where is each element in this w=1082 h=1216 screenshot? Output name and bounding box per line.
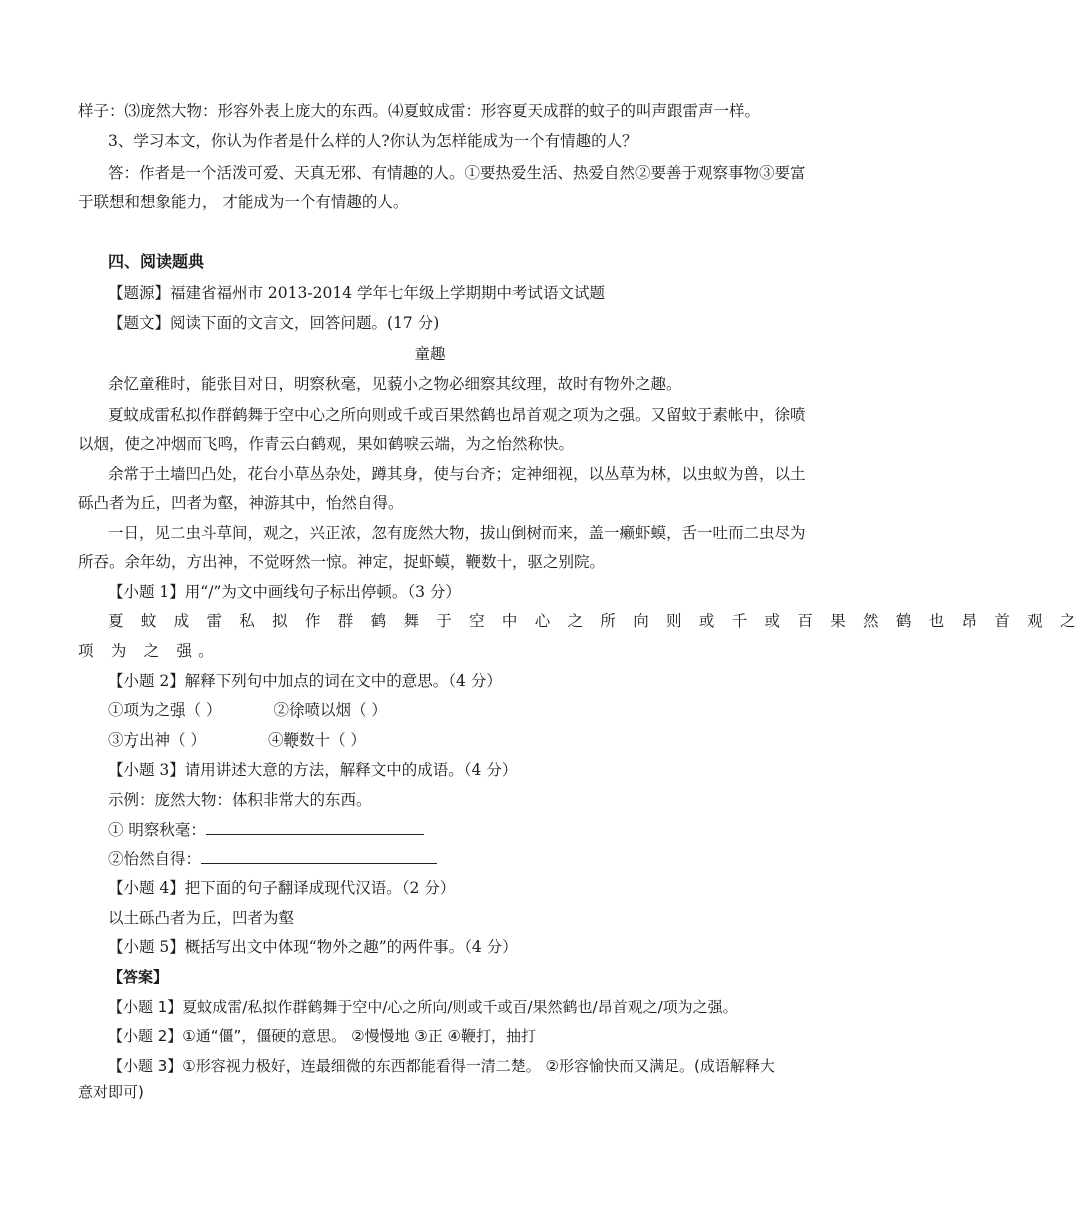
passage-line: 砾凸者为丘，凹者为壑，神游其中，怡然自得。 bbox=[78, 494, 404, 512]
question-3-example: 示例：庞然大物：体积非常大的东西。 bbox=[108, 791, 372, 809]
answer-3-line-2: 意对即可) bbox=[78, 1083, 144, 1101]
question-2: 【小题 2】解释下列句中加点的词在文中的意思。（4 分） bbox=[108, 672, 502, 690]
passage-line: 夏蚊成雷私拟作群鹤舞于空中心之所向则或千或百果然鹤也昂首观之项为之强。又留蚊于素帐中，徐喷 bbox=[108, 406, 806, 424]
answer-blank bbox=[206, 820, 424, 835]
answer-3-line-2: 于联想和想象能力， 才能成为一个有情趣的人。 bbox=[78, 193, 409, 211]
question-1: 【小题 1】用“/”为文中画线句子标出停顿。（3 分） bbox=[108, 583, 461, 601]
section-heading: 四、阅读题典 bbox=[108, 252, 205, 271]
passage-title: 童趣 bbox=[414, 345, 446, 363]
passage-line: 余忆童稚时，能张目对日，明察秋毫，见藐小之物必细察其纹理，故时有物外之趣。 bbox=[108, 375, 682, 393]
question-1-sentence: 夏 蚊 成 雷 私 拟 作 群 鹤 舞 于 空 中 心 之 所 向 则 或 千 或 百 果 然 鹤 也 昂 首 观 之 bbox=[108, 612, 1082, 630]
question-4-sentence: 以土砾凸者为丘，凹者为壑 bbox=[108, 909, 295, 927]
question-2-items-row-1: ①项为之强（ ） ②徐喷以烟（ ） bbox=[108, 701, 387, 719]
question-4: 【小题 4】把下面的句子翻译成现代汉语。（2 分） bbox=[108, 879, 456, 897]
answer-3-line-1: 【小题 3】①形容视力极好，连最细微的东西都能看得一清二楚。 ②形容愉快而又满足。(成语解释大 bbox=[108, 1057, 775, 1075]
passage-line: 余常于土墙凹凸处，花台小草丛杂处，蹲其身，使与台齐；定神细视，以丛草为林，以虫蚁为兽，以土 bbox=[108, 465, 806, 483]
question-5: 【小题 5】概括写出文中体现“物外之趣”的两件事。（4 分） bbox=[108, 938, 518, 956]
question-1-sentence: 项 为 之 强。 bbox=[78, 642, 220, 660]
question-3-item-2: ②怡然自得： bbox=[108, 848, 437, 870]
passage-line: 一日，见二虫斗草间，观之，兴正浓，忽有庞然大物，拔山倒树而来，盖一癞虾蟆，舌一吐而二虫尽为 bbox=[108, 524, 806, 542]
answer-3-line-1: 答：作者是一个活泼可爱、天真无邪、有情趣的人。①要热爱生活、热爱自然②要善于观察事物③要富 bbox=[108, 164, 806, 182]
prompt-line: 【题文】阅读下面的文言文，回答问题。(17 分) bbox=[108, 314, 440, 332]
answer-2: 【小题 2】①通“僵”，僵硬的意思。 ②慢慢地 ③正 ④鞭打，抽打 bbox=[108, 1027, 536, 1045]
continued-line: 样子：⑶庞然大物：形容外表上庞大的东西。⑷夏蚊成雷：形容夏天成群的蚊子的叫声跟雷声一样。 bbox=[78, 102, 761, 120]
question-3: 【小题 3】请用讲述大意的方法，解释文中的成语。（4 分） bbox=[108, 761, 518, 779]
answers-heading: 【答案】 bbox=[108, 968, 169, 986]
answer-1: 【小题 1】夏蚊成雷/私拟作群鹤舞于空中/心之所向/则或千或百/果然鹤也/昂首观之/项为之强。 bbox=[108, 998, 738, 1016]
passage-line: 以烟，使之冲烟而飞鸣，作青云白鹤观，果如鹤唳云端，为之怡然称快。 bbox=[78, 435, 575, 453]
question-3-item-1: ① 明察秋毫： bbox=[108, 819, 424, 841]
question-2-items-row-2: ③方出神（ ） ④鞭数十（ ） bbox=[108, 731, 366, 749]
answer-blank bbox=[201, 849, 437, 864]
question-3: 3、学习本文，你认为作者是什么样的人?你认为怎样能成为一个有情趣的人？ bbox=[108, 132, 638, 150]
source-line: 【题源】福建省福州市 2013-2014 学年七年级上学期期中考试语文试题 bbox=[108, 284, 605, 302]
passage-line: 所吞。余年幼，方出神，不觉呀然一惊。神定，捉虾蟆，鞭数十，驱之别院。 bbox=[78, 553, 606, 571]
